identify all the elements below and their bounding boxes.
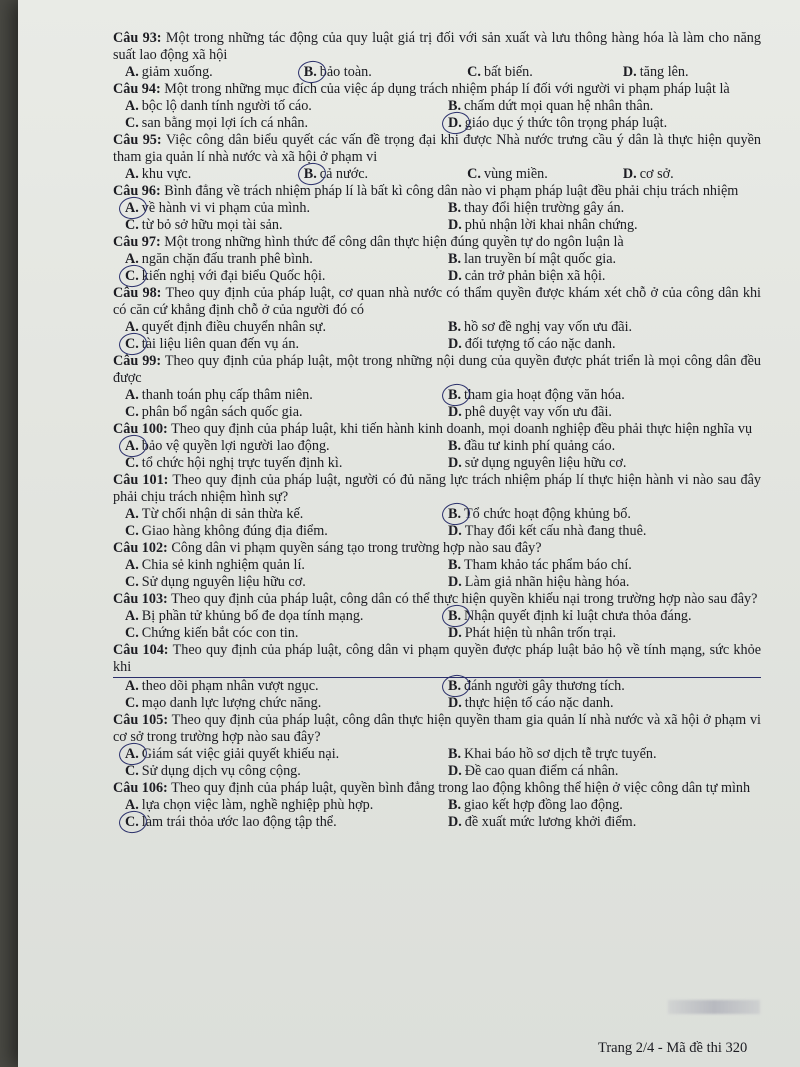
answer-option bbox=[125, 746, 438, 763]
answer-option bbox=[448, 797, 761, 814]
option-text: cơ sở. bbox=[639, 166, 674, 182]
question bbox=[113, 81, 761, 132]
option-letter: B. bbox=[448, 319, 462, 335]
question-number: Câu 97: bbox=[113, 234, 161, 250]
answer-option bbox=[448, 678, 761, 695]
option-text: Chứng kiến bắt cóc con tin. bbox=[141, 625, 299, 641]
option-letter: A. bbox=[125, 797, 139, 813]
option-text: bảo vệ quyền lợi người lao động. bbox=[141, 438, 330, 454]
answer-option bbox=[125, 763, 438, 780]
question-text: Một trong những tác động của quy luật giá trị đối với sản xuất và lưu thông hàng hóa là làm cho năng suất lao động xã hội bbox=[113, 30, 761, 63]
answer-options bbox=[113, 557, 761, 591]
answer-option bbox=[125, 319, 438, 336]
option-letter: B. bbox=[448, 557, 462, 573]
question-number: Câu 100: bbox=[113, 421, 168, 437]
option-text: phủ nhận lời khai nhân chứng. bbox=[464, 217, 638, 233]
question-text: Một trong những mục đích của việc áp dụng trách nhiệm pháp lí đối với người vi phạm pháp luật là bbox=[164, 81, 730, 97]
option-letter: D. bbox=[622, 64, 637, 80]
option-text: lan truyền bí mật quốc gia. bbox=[464, 251, 617, 267]
option-letter: A. bbox=[125, 506, 139, 522]
question bbox=[113, 712, 761, 780]
question-stem bbox=[113, 132, 761, 166]
option-letter: C. bbox=[125, 574, 139, 590]
answer-option bbox=[125, 166, 294, 183]
question-list bbox=[113, 30, 761, 831]
question-number: Câu 99: bbox=[113, 353, 162, 369]
option-letter: C. bbox=[125, 625, 139, 641]
option-text: Giám sát việc giải quyết khiếu nại. bbox=[141, 746, 340, 762]
option-text: tài liệu liên quan đến vụ án. bbox=[141, 336, 299, 352]
option-text: theo dõi phạm nhân vượt ngục. bbox=[141, 678, 319, 694]
circled-option-letter: B. bbox=[448, 608, 462, 624]
option-text: cả nước. bbox=[319, 166, 369, 182]
answer-option bbox=[125, 608, 438, 625]
question-number: Câu 106: bbox=[113, 780, 168, 796]
answer-option bbox=[125, 797, 438, 814]
answer-options bbox=[113, 319, 761, 353]
answer-option bbox=[125, 625, 438, 642]
circled-option-letter: A. bbox=[125, 438, 139, 454]
option-letter: D. bbox=[448, 763, 462, 779]
question bbox=[113, 472, 761, 540]
option-text: đầu tư kinh phí quảng cáo. bbox=[464, 438, 616, 454]
answer-option bbox=[125, 98, 438, 115]
answer-options bbox=[113, 98, 761, 132]
option-text: Đề cao quan điểm cá nhân. bbox=[464, 763, 619, 779]
option-letter: D. bbox=[622, 166, 637, 182]
option-text: Phát hiện tù nhân trốn trại. bbox=[464, 625, 617, 641]
question-text: Theo quy định của pháp luật, khi tiến hành kinh doanh, mọi doanh nghiệp đều phải thực hiện nghĩa vụ bbox=[171, 421, 753, 437]
question-stem bbox=[113, 353, 761, 387]
question-number: Câu 101: bbox=[113, 472, 169, 488]
option-text: giảm xuống. bbox=[141, 64, 213, 80]
option-letter: C. bbox=[467, 64, 481, 80]
option-text: đối tượng tố cáo nặc danh. bbox=[464, 336, 616, 352]
question-number: Câu 95: bbox=[113, 132, 162, 148]
answer-option bbox=[125, 438, 438, 455]
question-stem bbox=[113, 780, 761, 797]
option-letter: C. bbox=[125, 763, 139, 779]
answer-option bbox=[125, 574, 438, 591]
question-text: Theo quy định của pháp luật, quyền bình đẳng trong lao động không thể hiện ở việc công dân tự mình bbox=[171, 780, 751, 796]
option-letter: C. bbox=[125, 404, 139, 420]
answer-option bbox=[304, 166, 457, 183]
answer-option bbox=[304, 64, 457, 81]
answer-option bbox=[125, 268, 438, 285]
answer-option bbox=[448, 557, 761, 574]
question-number: Câu 93: bbox=[113, 30, 162, 46]
option-letter: D. bbox=[448, 523, 462, 539]
question bbox=[113, 285, 761, 353]
answer-option bbox=[125, 387, 438, 404]
option-text: khu vực. bbox=[141, 166, 192, 182]
circled-option-letter: C. bbox=[125, 814, 139, 830]
option-text: chấm dứt mọi quan hệ nhân thân. bbox=[464, 98, 654, 114]
option-letter: B. bbox=[448, 746, 462, 762]
option-letter: D. bbox=[448, 336, 462, 352]
question-stem bbox=[113, 81, 761, 98]
circled-option-letter: D. bbox=[448, 115, 462, 131]
circled-option-letter: A. bbox=[125, 200, 139, 216]
page-footer: Trang 2/4 - Mã đề thi 320 bbox=[598, 1040, 748, 1056]
question-stem bbox=[113, 30, 761, 64]
answer-option bbox=[448, 387, 761, 404]
option-letter: A. bbox=[125, 678, 139, 694]
answer-option bbox=[125, 506, 438, 523]
answer-options bbox=[113, 746, 761, 780]
option-letter: C. bbox=[467, 166, 481, 182]
question bbox=[113, 183, 761, 234]
question-stem bbox=[113, 591, 761, 608]
option-letter: A. bbox=[125, 98, 139, 114]
answer-option bbox=[125, 678, 438, 695]
option-letter: D. bbox=[448, 814, 462, 830]
answer-option bbox=[448, 268, 761, 285]
option-text: thay đổi hiện trường gây án. bbox=[464, 200, 625, 216]
question-stem bbox=[113, 540, 761, 557]
option-letter: C. bbox=[125, 217, 139, 233]
question-stem bbox=[113, 421, 761, 438]
option-text: san bằng mọi lợi ích cá nhân. bbox=[141, 115, 309, 131]
answer-option bbox=[448, 814, 761, 831]
question bbox=[113, 30, 761, 81]
answer-option bbox=[467, 64, 613, 81]
option-text: tổ chức hội nghị trực tuyến định kì. bbox=[141, 455, 343, 471]
answer-option bbox=[448, 200, 761, 217]
answer-options bbox=[113, 797, 761, 831]
circled-option-letter: C. bbox=[125, 336, 139, 352]
option-letter: A. bbox=[125, 319, 139, 335]
answer-option bbox=[448, 746, 761, 763]
option-text: vùng miền. bbox=[483, 166, 548, 182]
option-letter: A. bbox=[125, 64, 139, 80]
question-stem bbox=[113, 183, 761, 200]
question bbox=[113, 591, 761, 642]
option-text: Tổ chức hoạt động khủng bố. bbox=[464, 506, 631, 522]
answer-option bbox=[448, 438, 761, 455]
question-number: Câu 94: bbox=[113, 81, 161, 97]
answer-option bbox=[125, 217, 438, 234]
option-text: Khai báo hồ sơ dịch tễ trực tuyến. bbox=[464, 746, 657, 762]
question-text: Một trong những hình thức để công dân thực hiện đúng quyền tự do ngôn luận là bbox=[164, 234, 624, 250]
circled-option-letter: C. bbox=[125, 268, 139, 284]
option-text: mạo danh lực lượng chức năng. bbox=[141, 695, 322, 711]
question-number: Câu 105: bbox=[113, 712, 169, 728]
option-letter: A. bbox=[125, 387, 139, 403]
answer-option bbox=[125, 455, 438, 472]
option-letter: B. bbox=[448, 438, 462, 454]
question-stem bbox=[113, 285, 761, 319]
option-letter: C. bbox=[125, 455, 139, 471]
option-text: bảo toàn. bbox=[319, 64, 372, 80]
question-number: Câu 96: bbox=[113, 183, 161, 199]
option-text: Sử dụng nguyên liệu hữu cơ. bbox=[141, 574, 306, 590]
option-text: cản trở phản biện xã hội. bbox=[464, 268, 606, 284]
answer-option bbox=[448, 319, 761, 336]
answer-option bbox=[448, 217, 761, 234]
option-text: Nhận quyết định kỉ luật chưa thỏa đáng. bbox=[464, 608, 692, 624]
option-text: kiến nghị với đại biểu Quốc hội. bbox=[141, 268, 326, 284]
answer-option bbox=[448, 574, 761, 591]
question bbox=[113, 132, 761, 183]
question-text: Theo quy định của pháp luật, một trong những nội dung của quyền được phát triển là mọi công dân đều được bbox=[113, 353, 761, 386]
option-text: từ bỏ sở hữu mọi tài sản. bbox=[141, 217, 283, 233]
option-text: phê duyệt vay vốn ưu đãi. bbox=[464, 404, 612, 420]
option-letter: D. bbox=[448, 268, 462, 284]
question-text: Bình đẳng về trách nhiệm pháp lí là bất kì công dân nào vi phạm pháp luật đều phải chịu trách nhiệm bbox=[164, 183, 739, 199]
answer-option bbox=[125, 64, 294, 81]
answer-option bbox=[448, 98, 761, 115]
option-letter: C. bbox=[125, 523, 139, 539]
option-text: bộc lộ danh tính người tố cáo. bbox=[141, 98, 312, 114]
question-stem bbox=[113, 712, 761, 746]
circled-option-letter: B. bbox=[448, 678, 462, 694]
answer-option bbox=[125, 115, 438, 132]
answer-options bbox=[113, 506, 761, 540]
question bbox=[113, 540, 761, 591]
answer-option bbox=[448, 763, 761, 780]
answer-option bbox=[448, 695, 761, 712]
answer-option bbox=[623, 64, 761, 81]
circled-option-letter: A. bbox=[125, 746, 139, 762]
option-letter: A. bbox=[125, 608, 139, 624]
option-letter: C. bbox=[125, 695, 139, 711]
option-text: thực hiện tố cáo nặc danh. bbox=[464, 695, 614, 711]
circled-option-letter: B. bbox=[303, 64, 317, 80]
answer-option bbox=[448, 608, 761, 625]
answer-option bbox=[125, 336, 438, 353]
answer-option bbox=[125, 251, 438, 268]
answer-option bbox=[125, 695, 438, 712]
option-text: lựa chọn việc làm, nghề nghiệp phù hợp. bbox=[141, 797, 374, 813]
blurred-stamp bbox=[668, 1000, 760, 1014]
answer-option bbox=[125, 814, 438, 831]
question-number: Câu 102: bbox=[113, 540, 168, 556]
option-text: giáo dục ý thức tôn trọng pháp luật. bbox=[464, 115, 668, 131]
circled-option-letter: B. bbox=[448, 506, 462, 522]
option-letter: A. bbox=[125, 557, 139, 573]
option-letter: D. bbox=[448, 455, 462, 471]
question bbox=[113, 234, 761, 285]
option-text: tham gia hoạt động văn hóa. bbox=[464, 387, 625, 403]
question-number: Câu 98: bbox=[113, 285, 162, 301]
answer-options bbox=[113, 200, 761, 234]
question-number: Câu 103: bbox=[113, 591, 168, 607]
option-text: Sử dụng dịch vụ công cộng. bbox=[141, 763, 301, 779]
answer-option bbox=[125, 557, 438, 574]
answer-option bbox=[448, 115, 761, 132]
option-text: tăng lên. bbox=[639, 64, 689, 80]
option-text: Từ chối nhận di sản thừa kế. bbox=[141, 506, 304, 522]
answer-option bbox=[448, 404, 761, 421]
option-text: bất biến. bbox=[483, 64, 533, 80]
option-text: giao kết hợp đồng lao động. bbox=[464, 797, 623, 813]
circled-option-letter: B. bbox=[448, 387, 462, 403]
option-letter: B. bbox=[448, 797, 462, 813]
option-text: Chia sẻ kinh nghiệm quản lí. bbox=[141, 557, 305, 573]
answer-option bbox=[448, 523, 761, 540]
option-text: sử dụng nguyên liệu hữu cơ. bbox=[464, 455, 627, 471]
answer-options bbox=[113, 64, 761, 81]
question-text: Theo quy định của pháp luật, người có đủ năng lực trách nhiệm pháp lí thực hiện hành vi nào sau đây phải chịu trách nhiệm hình sự? bbox=[113, 472, 761, 505]
question bbox=[113, 421, 761, 472]
option-letter: B. bbox=[448, 200, 462, 216]
exam-page bbox=[18, 0, 800, 1067]
question bbox=[113, 780, 761, 831]
answer-option bbox=[448, 251, 761, 268]
option-letter: D. bbox=[448, 404, 462, 420]
answer-option bbox=[448, 336, 761, 353]
question-text: Công dân vi phạm quyền sáng tạo trong trường hợp nào sau đây? bbox=[171, 540, 542, 556]
option-text: ngăn chặn đấu tranh phê bình. bbox=[141, 251, 313, 267]
answer-options bbox=[113, 438, 761, 472]
answer-options bbox=[113, 678, 761, 712]
option-letter: B. bbox=[448, 251, 462, 267]
answer-options bbox=[113, 251, 761, 285]
answer-option bbox=[125, 523, 438, 540]
answer-option bbox=[467, 166, 613, 183]
answer-options bbox=[113, 387, 761, 421]
question-text: Theo quy định của pháp luật, công dân thực hiện quyền tham gia quản lí nhà nước và xã hội ở phạm vi cơ sở trong trường hợp nào sau đây? bbox=[113, 712, 761, 745]
option-text: Làm giả nhãn hiệu hàng hóa. bbox=[464, 574, 630, 590]
answer-option bbox=[125, 404, 438, 421]
circled-option-letter: B. bbox=[303, 166, 317, 182]
question-number: Câu 104: bbox=[113, 642, 169, 658]
option-letter: A. bbox=[125, 166, 139, 182]
option-letter: C. bbox=[125, 115, 139, 131]
option-text: làm trái thỏa ước lao động tập thể. bbox=[141, 814, 337, 830]
option-text: hồ sơ đề nghị vay vốn ưu đãi. bbox=[464, 319, 633, 335]
option-letter: B. bbox=[448, 98, 462, 114]
option-text: về hành vi vi phạm của mình. bbox=[141, 200, 311, 216]
question-text: Theo quy định của pháp luật, công dân vi phạm quyền được pháp luật bảo hộ về tính mạng, sức khỏe khi bbox=[113, 642, 761, 675]
question-text: Theo quy định của pháp luật, cơ quan nhà nước có thẩm quyền được khám xét chỗ ở của công dân khi có căn cứ khẳng định chỗ ở của người đó có bbox=[113, 285, 761, 318]
answer-option bbox=[125, 200, 438, 217]
question bbox=[113, 353, 761, 421]
question-stem bbox=[113, 472, 761, 506]
option-letter: D. bbox=[448, 217, 462, 233]
option-letter: D. bbox=[448, 625, 462, 641]
question bbox=[113, 642, 761, 712]
option-text: Giao hàng không đúng địa điểm. bbox=[141, 523, 328, 539]
answer-option bbox=[623, 166, 761, 183]
option-text: Tham khảo tác phẩm báo chí. bbox=[464, 557, 632, 573]
option-text: Bị phần tử khủng bố đe dọa tính mạng. bbox=[141, 608, 364, 624]
option-text: phân bổ ngân sách quốc gia. bbox=[141, 404, 303, 420]
answer-option bbox=[448, 455, 761, 472]
answer-options bbox=[113, 608, 761, 642]
question-text: Theo quy định của pháp luật, công dân có thể thực hiện quyền khiếu nại trong trường hợp nào sau đây? bbox=[171, 591, 758, 607]
option-letter: A. bbox=[125, 251, 139, 267]
question-stem bbox=[113, 642, 761, 678]
option-letter: D. bbox=[448, 695, 462, 711]
option-text: thanh toán phụ cấp thâm niên. bbox=[141, 387, 313, 403]
option-text: quyết định điều chuyển nhân sự. bbox=[141, 319, 327, 335]
option-text: đề xuất mức lương khởi điểm. bbox=[464, 814, 637, 830]
option-letter: D. bbox=[448, 574, 462, 590]
answer-option bbox=[448, 625, 761, 642]
option-text: Thay đổi kết cấu nhà đang thuê. bbox=[464, 523, 647, 539]
question-stem bbox=[113, 234, 761, 251]
answer-options bbox=[113, 166, 761, 183]
question-text: Việc công dân biểu quyết các vấn đề trọng đại khi được Nhà nước trưng cầu ý dân là thực hiện quyền tham gia quản lí nhà nước và xã hội ở phạm vi bbox=[113, 132, 761, 165]
option-text: đánh người gây thương tích. bbox=[464, 678, 625, 694]
answer-option bbox=[448, 506, 761, 523]
